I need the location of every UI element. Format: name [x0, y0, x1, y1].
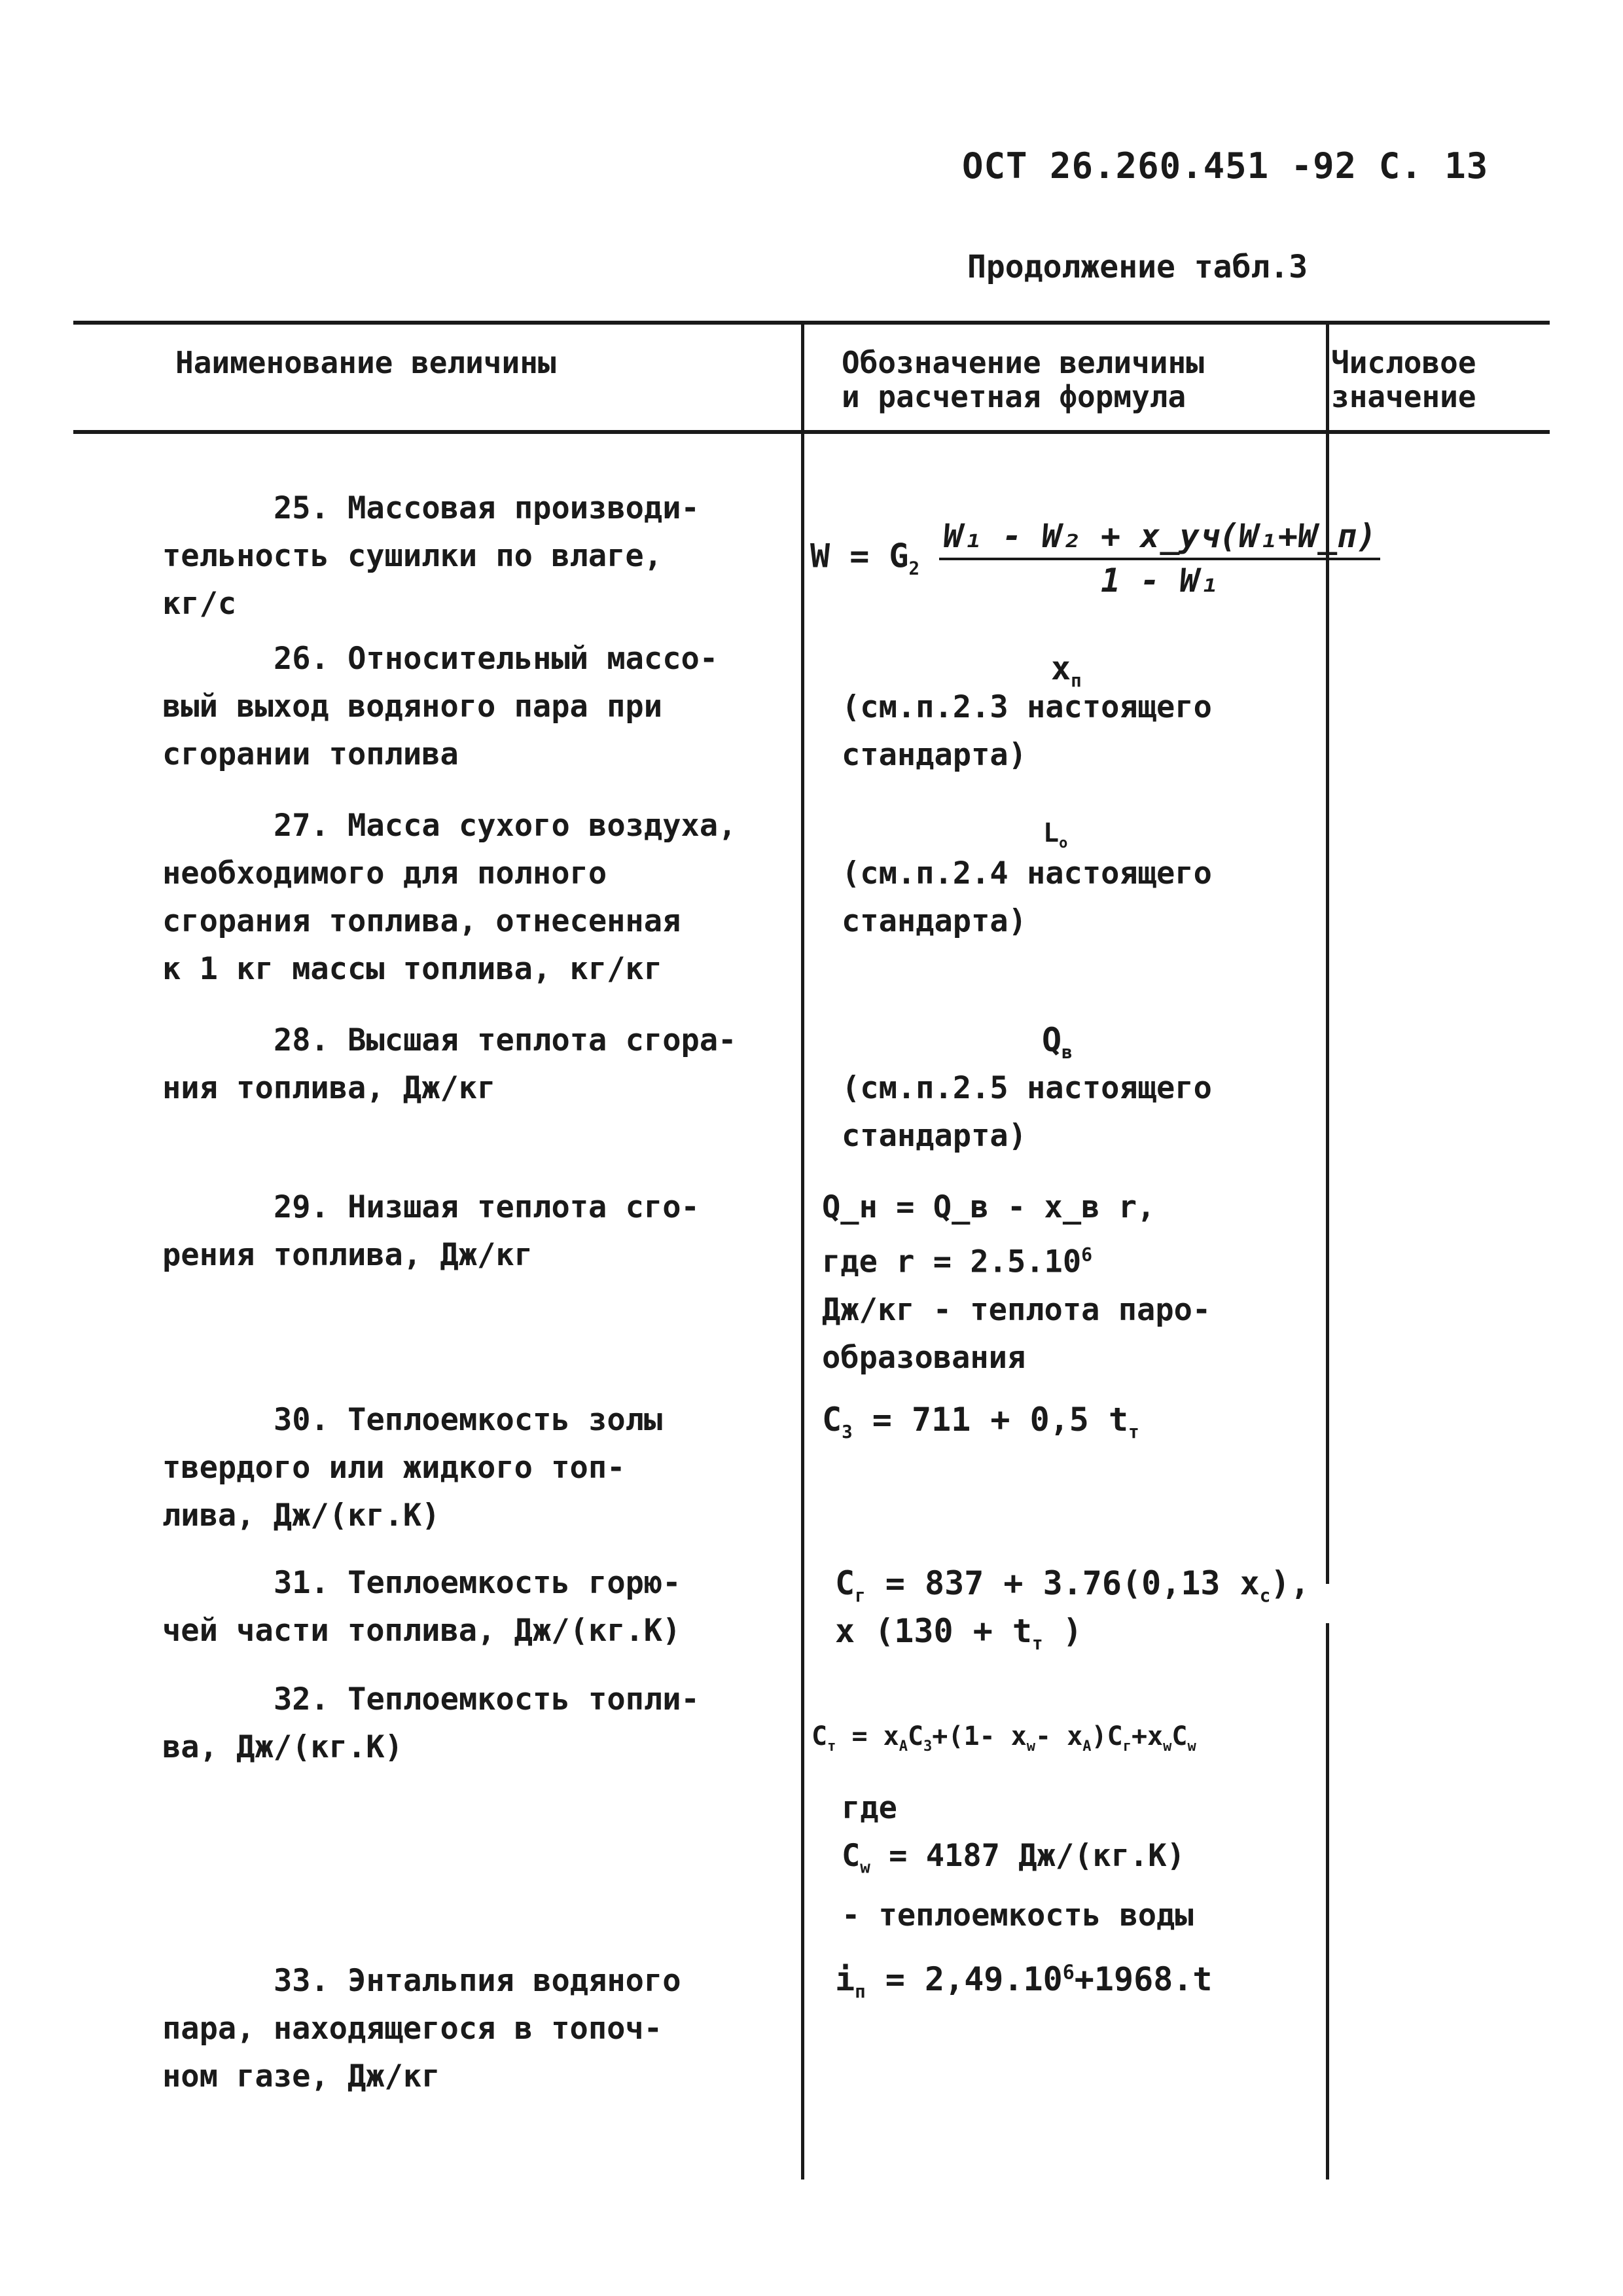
row-28-ref-line: (см.п.2.5 настоящего [842, 1070, 1212, 1106]
row-27-reference [842, 850, 1212, 945]
row-28-reference [842, 1064, 1212, 1160]
row-25-name-line: тельность сушилки по влаге, [162, 538, 663, 574]
row-30-formula: $C_3 = 711 + 0,5$ $t_т$ [822, 1401, 1139, 1443]
row-27-symbol-sub: o [1059, 835, 1068, 852]
row-31-formula-part: C [835, 1564, 855, 1602]
column-divider-2-lower [1326, 1623, 1329, 2179]
table-continuation-label: Продолжение табл.3 [967, 249, 1308, 285]
row-27-name-line: необходимого для полного [162, 855, 607, 891]
row-32-formula-part: - теплоемкость воды [842, 1897, 1194, 1934]
row-28-symbol-main: Q [1042, 1021, 1062, 1059]
row-25-numerator: W₁ - W₂ + x_уч(W₁+W_п) [939, 517, 1380, 560]
row-27-symbol-main: L [1043, 818, 1060, 848]
column-divider-2 [1326, 321, 1329, 1584]
row-25-formula [810, 517, 1380, 600]
column-divider-1 [801, 321, 804, 2179]
row-31-formula-cont: x ($130 + t_т$ ) [835, 1612, 1082, 1654]
row-32-formula-part: = 4187 Дж/(кг.К) [889, 1838, 1185, 1874]
row-33-formula-part: +1968.t [1074, 1960, 1213, 1998]
row-27-name-line: к 1 кг массы топлива, кг/кг [162, 951, 663, 987]
row-27-symbol [1043, 818, 1067, 852]
row-32-name-line: ва, Дж/(кг.К) [162, 1729, 403, 1765]
row-26-ref-line: (см.п.2.3 настоящего [842, 689, 1212, 725]
row-33-formula-part: = 2,49.10 [885, 1960, 1063, 1998]
row-31-name-line: 31. Теплоемкость горю- [274, 1565, 681, 1601]
row-32-formula: $C_т = x_АC_3+(1-$ $x_w-$ $x_А)C_г+x_wC_w$ [812, 1721, 1196, 1755]
row-27-name-line: 27. Масса сухого воздуха, [274, 808, 737, 844]
row-30-formula-part: = 711 + 0,5 t [872, 1401, 1129, 1439]
row-29-name-line: рения топлива, Дж/кг [162, 1237, 533, 1273]
row-25-denominator: 1 - W₁ [1101, 562, 1219, 600]
document-number: ОСТ 26.260.451 -92 С. 13 [962, 145, 1489, 187]
row-25-name-line: 25. Массовая производи- [274, 490, 700, 526]
row-31-formula-part: ) [1062, 1612, 1082, 1650]
row-26-reference [842, 683, 1212, 779]
row-33-name [162, 1957, 681, 2100]
row-29-name-line: 29. Низшая теплота сго- [274, 1189, 700, 1225]
row-29-formula-line: где r = 2.5.10 [822, 1244, 1082, 1280]
row-31-formula: $C_г = 837 + 3.76(0,13$ $x_с$), [835, 1564, 1310, 1606]
row-33-name-line: ном газе, Дж/кг [162, 2058, 440, 2094]
row-32-name-line: 32. Теплоемкость топли- [274, 1681, 700, 1717]
row-25-name [162, 484, 700, 628]
row-32-formula-part: +(1- x [932, 1721, 1027, 1751]
row-29-formula-line: Дж/кг - теплота паро- [822, 1291, 1211, 1328]
row-30-name [162, 1396, 662, 1539]
column-header-formula: Обозначение величины и расчетная формула [842, 345, 1204, 414]
row-32-formula-part: +x [1131, 1721, 1164, 1751]
row-29-formula: Q_н = Q_в - x_в r, где $r = 2.5.10^6$ Дж/кг - теплота паро- образования [822, 1183, 1211, 1382]
row-33-formula: $i_п = 2,49.10^6+1968.t$ [835, 1960, 1213, 2002]
row-26-symbol-sub: п [1071, 670, 1082, 691]
row-29-formula-line: Q_н = Q_в - x_в r, [822, 1189, 1156, 1225]
row-30-formula-part: C [822, 1401, 842, 1439]
row-33-formula-part: i [835, 1960, 855, 1998]
row-30-name-line: 30. Теплоемкость золы [274, 1402, 663, 1438]
row-30-name-line: твердого или жидкого топ- [162, 1450, 626, 1486]
row-31-name [162, 1559, 681, 1655]
row-26-name-line: 26. Относительный массо- [274, 641, 719, 677]
row-31-name-line: чей части топлива, Дж/(кг.К) [162, 1613, 681, 1649]
column-header-name: Наименование величины [175, 345, 556, 380]
row-28-ref-line: стандарта) [842, 1118, 1027, 1154]
row-27-ref-line: (см.п.2.4 настоящего [842, 855, 1212, 891]
row-29-formula-line: образования [822, 1339, 1026, 1376]
row-33-name-line: 33. Энтальпия водяного [274, 1963, 681, 1999]
row-32-where: где $C_w = 4187$ Дж/(кг.К) - теплоемкость воды [842, 1784, 1194, 1939]
row-32-formula-part: = x [851, 1721, 899, 1751]
row-26-symbol-main: x [1051, 649, 1071, 687]
row-32-formula-part: )C [1091, 1721, 1123, 1751]
row-32-formula-part: C [812, 1721, 828, 1751]
row-28-name-line: ния топлива, Дж/кг [162, 1070, 496, 1106]
row-26-ref-line: стандарта) [842, 737, 1027, 773]
row-32-formula-part: C [907, 1721, 924, 1751]
row-32-formula-part: C [842, 1838, 861, 1874]
row-27-name [162, 802, 736, 993]
row-25-formula-sub: 2 [908, 558, 920, 579]
row-32-formula-part: C [1171, 1721, 1188, 1751]
row-26-name-line: вый выход водяного пара при [162, 689, 663, 725]
row-28-name-line: 28. Высшая теплота сгора- [274, 1022, 737, 1058]
row-28-symbol [1042, 1021, 1073, 1063]
row-25-name-line: кг/с [162, 586, 237, 622]
row-30-name-line: лива, Дж/(кг.К) [162, 1498, 440, 1534]
row-31-formula-part: ), [1270, 1564, 1310, 1602]
row-25-fraction [939, 517, 1380, 600]
row-29-name [162, 1183, 700, 1279]
row-26-name [162, 635, 718, 778]
row-28-name [162, 1016, 736, 1112]
row-26-name-line: сгорании топлива [162, 736, 459, 772]
row-28-symbol-sub: в [1061, 1042, 1073, 1063]
row-31-formula-part: = 837 + 3.76(0,13 x [885, 1564, 1260, 1602]
row-32-name [162, 1676, 700, 1771]
row-33-name-line: пара, находящегося в топоч- [162, 2011, 663, 2047]
row-27-ref-line: стандарта) [842, 903, 1027, 939]
row-32-where-label: где [842, 1790, 897, 1826]
row-27-name-line: сгорания топлива, отнесенная [162, 903, 681, 939]
row-31-formula-part: x (130 + t [835, 1612, 1033, 1650]
row-32-formula-part: - x [1035, 1721, 1083, 1751]
column-header-value: Числовое значение [1331, 345, 1476, 414]
row-25-formula-lhs: W = G [810, 537, 909, 575]
